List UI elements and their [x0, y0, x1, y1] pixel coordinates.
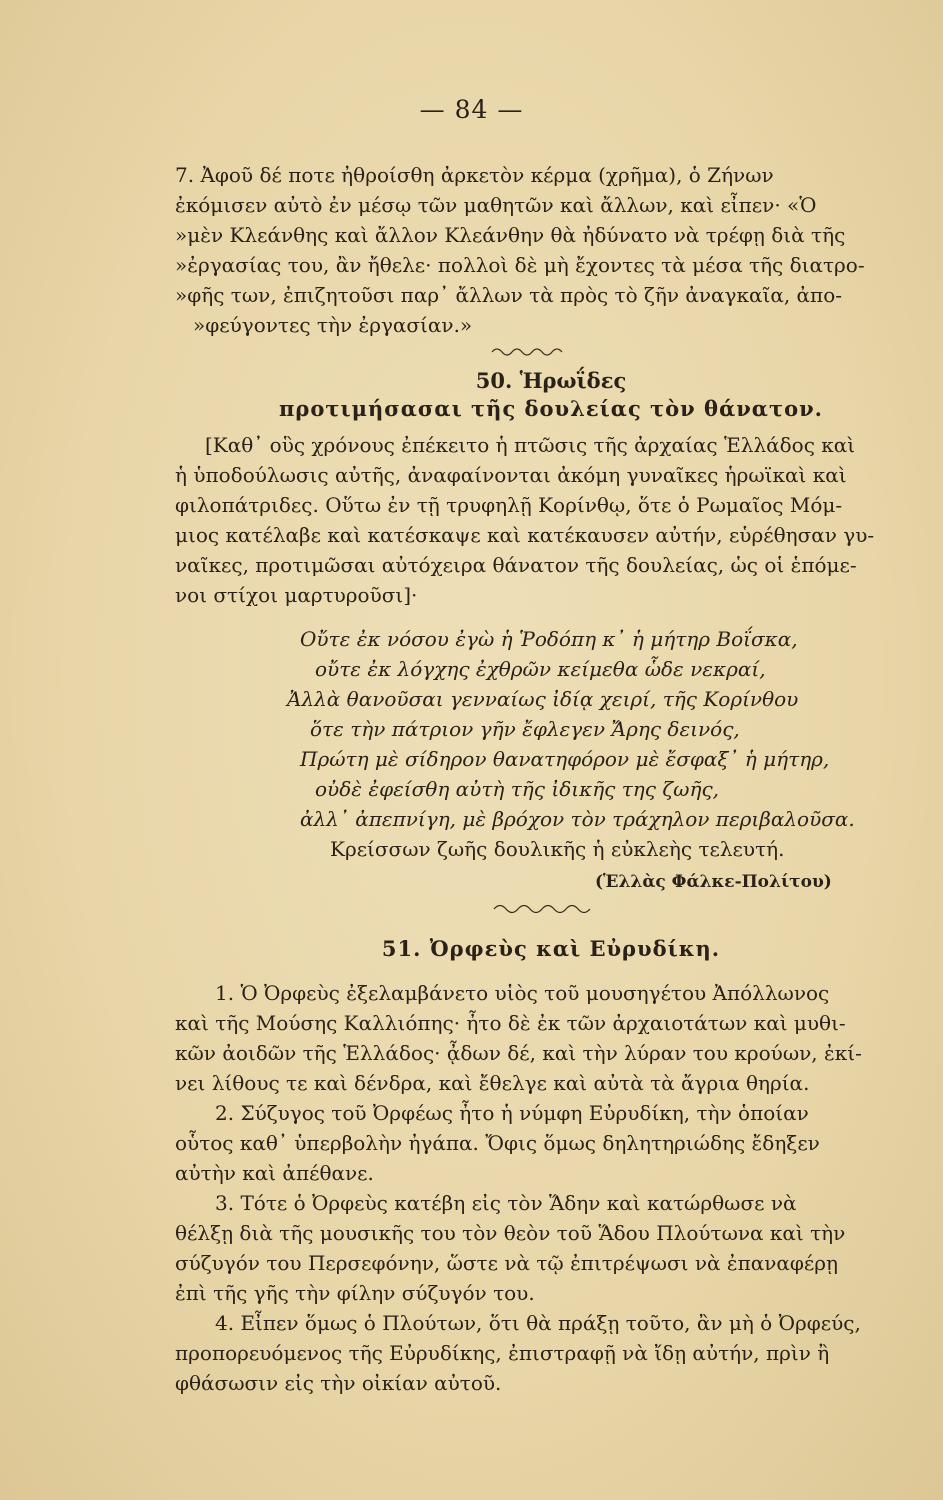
- text-line: 7. Ἀφοῦ δέ ποτε ἠθροίσθη ἀρκετὸν κέρμα (χρῆμα), ὁ Ζήνων: [175, 163, 774, 187]
- poem-source: (Ἑλλὰς Φάλκε-Πολίτου): [595, 872, 832, 892]
- text-line: 3. Τότε ὁ Ὀρφεὺς κατέβη εἰς τὸν Ἅδην καὶ κατώρθωσε νὰ: [215, 1191, 797, 1215]
- epigram-poem: [175, 624, 927, 864]
- poem-line: Κρείσσων ζωῆς δουλικῆς ἡ εὐκλεὴς τελευτή.: [330, 837, 785, 861]
- text-line: νοι στίχοι μαρτυροῦσι]·: [175, 583, 418, 607]
- text-line: 1. Ὁ Ὀρφεὺς ἐξελαμβάνετο υἱὸς τοῦ μουσηγέτου Ἀπόλλωνος: [215, 981, 830, 1005]
- section-51-body: [175, 978, 927, 1398]
- poem-line: ὅτε τὴν πάτριον γῆν ἔφλεγεν Ἄρης δεινός,: [310, 717, 740, 741]
- text-line: »φεύγοντες τὴν ἐργασίαν.»: [193, 313, 473, 337]
- text-line: κῶν ἀοιδῶν τῆς Ἑλλάδος· ᾆδων δέ, καὶ τὴν λύραν του κρούων, ἐκί-: [175, 1041, 862, 1065]
- section-51-title: 51. Ὀρφεὺς καὶ Εὐρυδίκη.: [381, 936, 721, 961]
- text-line: »μὲν Κλεάνθης καὶ ἄλλον Κλεάνθην θὰ ἠδύνατο νὰ τρέφῃ διὰ τῆς: [175, 223, 846, 247]
- poem-line: Οὔτε ἐκ νόσου ἐγὼ ἡ Ῥοδόπη κ᾽ ἡ μήτηρ Βοΐσκα,: [300, 627, 798, 651]
- text-line: σύζυγόν του Περσεφόνην, ὥστε νὰ τῷ ἐπιτρέψωσι νὰ ἐπαναφέρῃ: [175, 1251, 838, 1275]
- section-50-number: 50. Ἡρωΐδες: [475, 368, 627, 393]
- text-line: »ἐργασίας του, ἂν ἤθελε· πολλοὶ δὲ μὴ ἔχοντες τὰ μέσα τῆς διατρο-: [175, 253, 865, 277]
- paragraph-7: [175, 160, 927, 340]
- poem-line: οὔτε ἐκ λόγχης ἐχθρῶν κείμεθα ὧδε νεκραί,: [315, 657, 766, 681]
- wavy-divider-ornament: [490, 346, 570, 358]
- text-line: »φῆς των, ἐπιζητοῦσι παρ᾽ ἄλλων τὰ πρὸς τὸ ζῆν ἀναγκαῖα, ἀπο-: [175, 283, 843, 307]
- text-line: 4. Εἶπεν ὅμως ὁ Πλούτων, ὅτι θὰ πράξῃ τοῦτο, ἂν μὴ ὁ Ὀρφεύς,: [215, 1311, 861, 1335]
- text-line: αὐτὴν καὶ ἀπέθανε.: [175, 1161, 374, 1185]
- text-line: νει λίθους τε καὶ δένδρα, καὶ ἔθελγε καὶ αὐτὰ τὰ ἄγρια θηρία.: [175, 1071, 810, 1095]
- text-line: καὶ τῆς Μούσης Καλλιόπης· ἦτο δὲ ἐκ τῶν ἀρχαιοτάτων καὶ μυθι-: [175, 1011, 846, 1035]
- text-line: φθάσωσιν εἰς τὴν οἰκίαν αὐτοῦ.: [175, 1371, 502, 1395]
- text-line: ἐπὶ τῆς γῆς τὴν φίλην σύζυγόν του.: [175, 1281, 535, 1305]
- section-50-intro: [175, 430, 927, 610]
- poem-line: οὐδὲ ἐφείσθη αὐτὴ τῆς ἰδικῆς της ζωῆς,: [315, 777, 720, 801]
- text-line: ναῖκες, προτιμῶσαι αὐτόχειρα θάνατον τῆς δουλείας, ὡς οἱ ἑπόμε-: [175, 553, 857, 577]
- poem-line: Ἀλλὰ θανοῦσαι γενναίως ἰδίᾳ χειρί, τῆς Κορίνθου: [287, 687, 799, 711]
- page-number: — 84 —: [419, 95, 524, 124]
- text-line: οὗτος καθ᾽ ὑπερβολὴν ἠγάπα. Ὄφις ὅμως δηλητηριώδης ἔδηξεν: [175, 1131, 820, 1155]
- poem-line: Πρώτη μὲ σίδηρον θανατηφόρον μὲ ἔσφαξ᾽ ἡ μήτηρ,: [300, 747, 830, 771]
- text-line: προπορευόμενος τῆς Εὐρυδίκης, ἐπιστραφῇ νὰ ἴδῃ αὐτήν, πρὶν ἢ: [175, 1341, 830, 1365]
- text-line: θέλξῃ διὰ τῆς μουσικῆς του τὸν θεὸν τοῦ Ἅδου Πλούτωνα καὶ τὴν: [175, 1221, 846, 1245]
- text-line: ἡ ὑποδούλωσις αὐτῆς, ἀναφαίνονται ἀκόμη γυναῖκες ἡρωϊκαὶ καὶ: [175, 463, 847, 487]
- text-line: 2. Σύζυγος τοῦ Ὀρφέως ἦτο ἡ νύμφη Εὐρυδίκη, τὴν ὁποίαν: [215, 1101, 809, 1125]
- text-line: ἐκόμισεν αὐτὸ ἐν μέσῳ τῶν μαθητῶν καὶ ἄλλων, καὶ εἶπεν· «Ὁ: [175, 193, 817, 217]
- section-50-title: προτιμήσασαι τῆς δουλείας τὸν θάνατον.: [279, 396, 823, 421]
- text-line: μιος κατέλαβε καὶ κατέσκαψε καὶ κατέκαυσεν αὐτήν, εὑρέθησαν γυ-: [175, 523, 875, 547]
- wavy-divider-ornament: [492, 903, 602, 915]
- text-line: [Καθ᾽ οὓς χρόνους ἐπέκειτο ἡ πτῶσις τῆς ἀρχαίας Ἑλλάδος καὶ: [205, 433, 856, 457]
- text-line: φιλοπάτριδες. Οὕτω ἐν τῇ τρυφηλῇ Κορίνθῳ, ὅτε ὁ Ρωμαῖος Μόμ-: [175, 493, 843, 517]
- poem-line: ἀλλ᾽ ἀπεπνίγη, μὲ βρόχον τὸν τράχηλον περιβαλοῦσα.: [300, 807, 855, 831]
